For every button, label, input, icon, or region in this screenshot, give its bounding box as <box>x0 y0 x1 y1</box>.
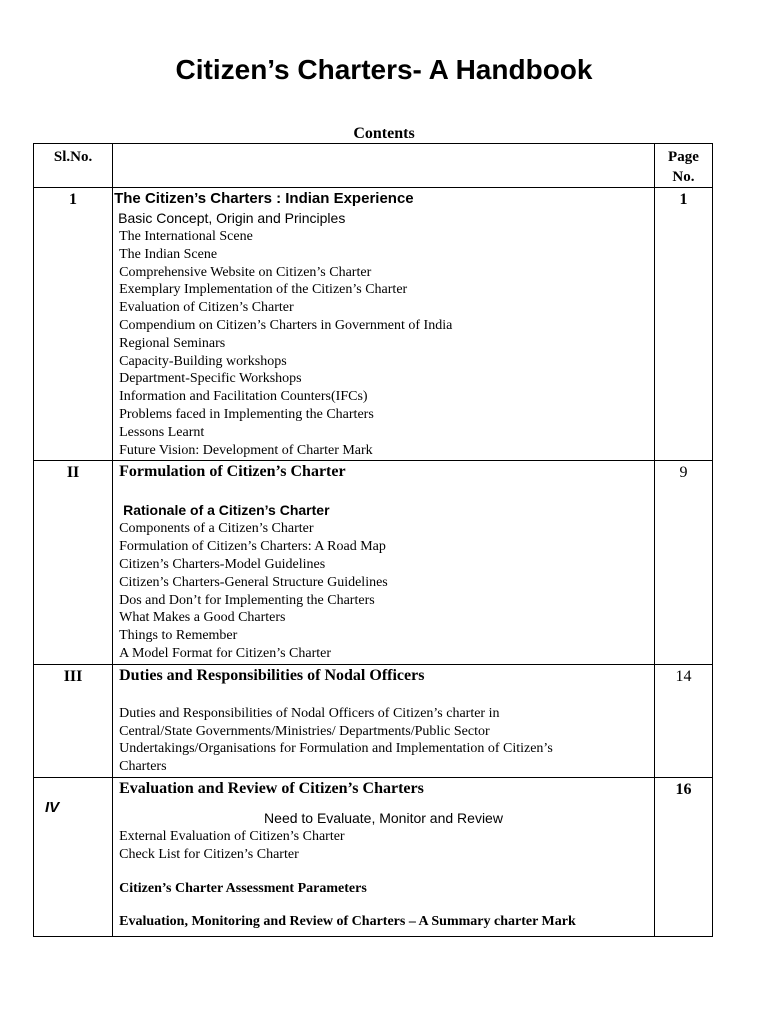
section-subtitle[interactable]: Rationale of a Citizen’s Charter <box>123 502 330 519</box>
page-number: 9 <box>654 461 712 664</box>
section-number: IV <box>45 798 60 816</box>
list-item[interactable]: Citizen’s Charters-Model Guidelines <box>119 556 326 572</box>
contents-header <box>113 144 655 188</box>
page-no-header-line2: No. <box>672 169 695 185</box>
table-row <box>34 461 713 664</box>
list-item[interactable]: Evaluation of Citizen’s Charter <box>119 300 294 316</box>
list-item[interactable]: Department-Specific Workshops <box>119 371 302 387</box>
list-item[interactable]: Undertakings/Organisations for Formulation and Implementation of Citizen’s <box>119 741 553 757</box>
page-number: 16 <box>654 777 712 936</box>
list-item[interactable]: Components of a Citizen’s Charter <box>119 521 314 537</box>
contents-heading: Contents <box>353 125 415 142</box>
section-number: 1 <box>34 188 113 461</box>
section-title[interactable]: Duties and Responsibilities of Nodal Officers <box>119 666 425 684</box>
list-item[interactable]: Dos and Don’t for Implementing the Charters <box>119 592 375 608</box>
table-row <box>34 188 713 461</box>
list-item[interactable]: Compendium on Citizen’s Charters in Government of India <box>119 317 453 333</box>
page-no-header-line1: Page <box>668 149 699 165</box>
list-item[interactable]: Capacity-Building workshops <box>119 353 287 369</box>
list-item[interactable]: What Makes a Good Charters <box>119 610 286 626</box>
page-number: 1 <box>654 188 712 461</box>
list-item[interactable]: Formulation of Citizen’s Charters: A Road Map <box>119 539 386 555</box>
page-no-header <box>654 144 712 188</box>
list-item-bold[interactable]: Citizen’s Charter Assessment Parameters <box>119 880 367 896</box>
section-title[interactable]: Formulation of Citizen’s Charter <box>119 463 346 481</box>
list-item[interactable]: Central/State Governments/Ministries/ Departments/Public Sector <box>119 723 490 739</box>
section-contents <box>113 461 655 664</box>
list-item[interactable]: The International Scene <box>119 229 253 244</box>
section-contents <box>113 664 655 777</box>
document-title: Citizen’s Charters- A Handbook <box>175 54 593 85</box>
list-item[interactable]: Citizen’s Charters-General Structure Guidelines <box>119 574 388 590</box>
section-title[interactable]: The Citizen’s Charters : Indian Experience <box>114 190 414 207</box>
section-subtitle[interactable]: Need to Evaluate, Monitor and Review <box>264 809 503 826</box>
spacer <box>113 864 654 880</box>
list-item[interactable]: Duties and Responsibilities of Nodal Officers of Citizen’s charter in <box>119 705 500 721</box>
list-item[interactable]: External Evaluation of Citizen’s Charter <box>119 828 345 844</box>
list-item[interactable]: Comprehensive Website on Citizen’s Charter <box>119 264 372 280</box>
list-item[interactable]: Problems faced in Implementing the Charters <box>119 406 374 422</box>
section-subtitle[interactable]: Basic Concept, Origin and Principles <box>118 210 346 226</box>
table-header-row <box>34 144 713 188</box>
section-contents <box>113 188 655 461</box>
section-contents <box>113 777 655 936</box>
list-item[interactable]: The Indian Scene <box>119 246 218 262</box>
spacer <box>113 482 654 501</box>
spacer <box>113 686 654 705</box>
table-row <box>34 664 713 777</box>
list-item[interactable]: Regional Seminars <box>119 335 226 351</box>
section-title[interactable]: Evaluation and Review of Citizen’s Charters <box>119 779 424 797</box>
sl-no-header: Sl.No. <box>34 144 113 188</box>
list-item[interactable]: Check List for Citizen’s Charter <box>119 846 299 862</box>
list-item-bold[interactable]: Evaluation, Monitoring and Review of Charters – A Summary charter Mark <box>119 913 576 929</box>
list-item[interactable]: A Model Format for Citizen’s Charter <box>119 645 332 661</box>
contents-table <box>33 143 713 937</box>
section-number: II <box>34 461 113 664</box>
list-item[interactable]: Information and Facilitation Counters(IFCs) <box>119 389 368 405</box>
list-item[interactable]: Future Vision: Development of Charter Mark <box>119 442 373 458</box>
section-number: III <box>34 664 113 777</box>
list-item[interactable]: Lessons Learnt <box>119 424 205 440</box>
table-row <box>34 777 713 936</box>
section-number-cell <box>34 777 113 936</box>
list-item[interactable]: Exemplary Implementation of the Citizen’s Charter <box>119 282 408 298</box>
list-item[interactable]: Charters <box>119 759 167 775</box>
spacer <box>113 898 654 913</box>
spacer <box>113 799 654 809</box>
page-number: 14 <box>654 664 712 777</box>
list-item[interactable]: Things to Remember <box>119 628 238 644</box>
